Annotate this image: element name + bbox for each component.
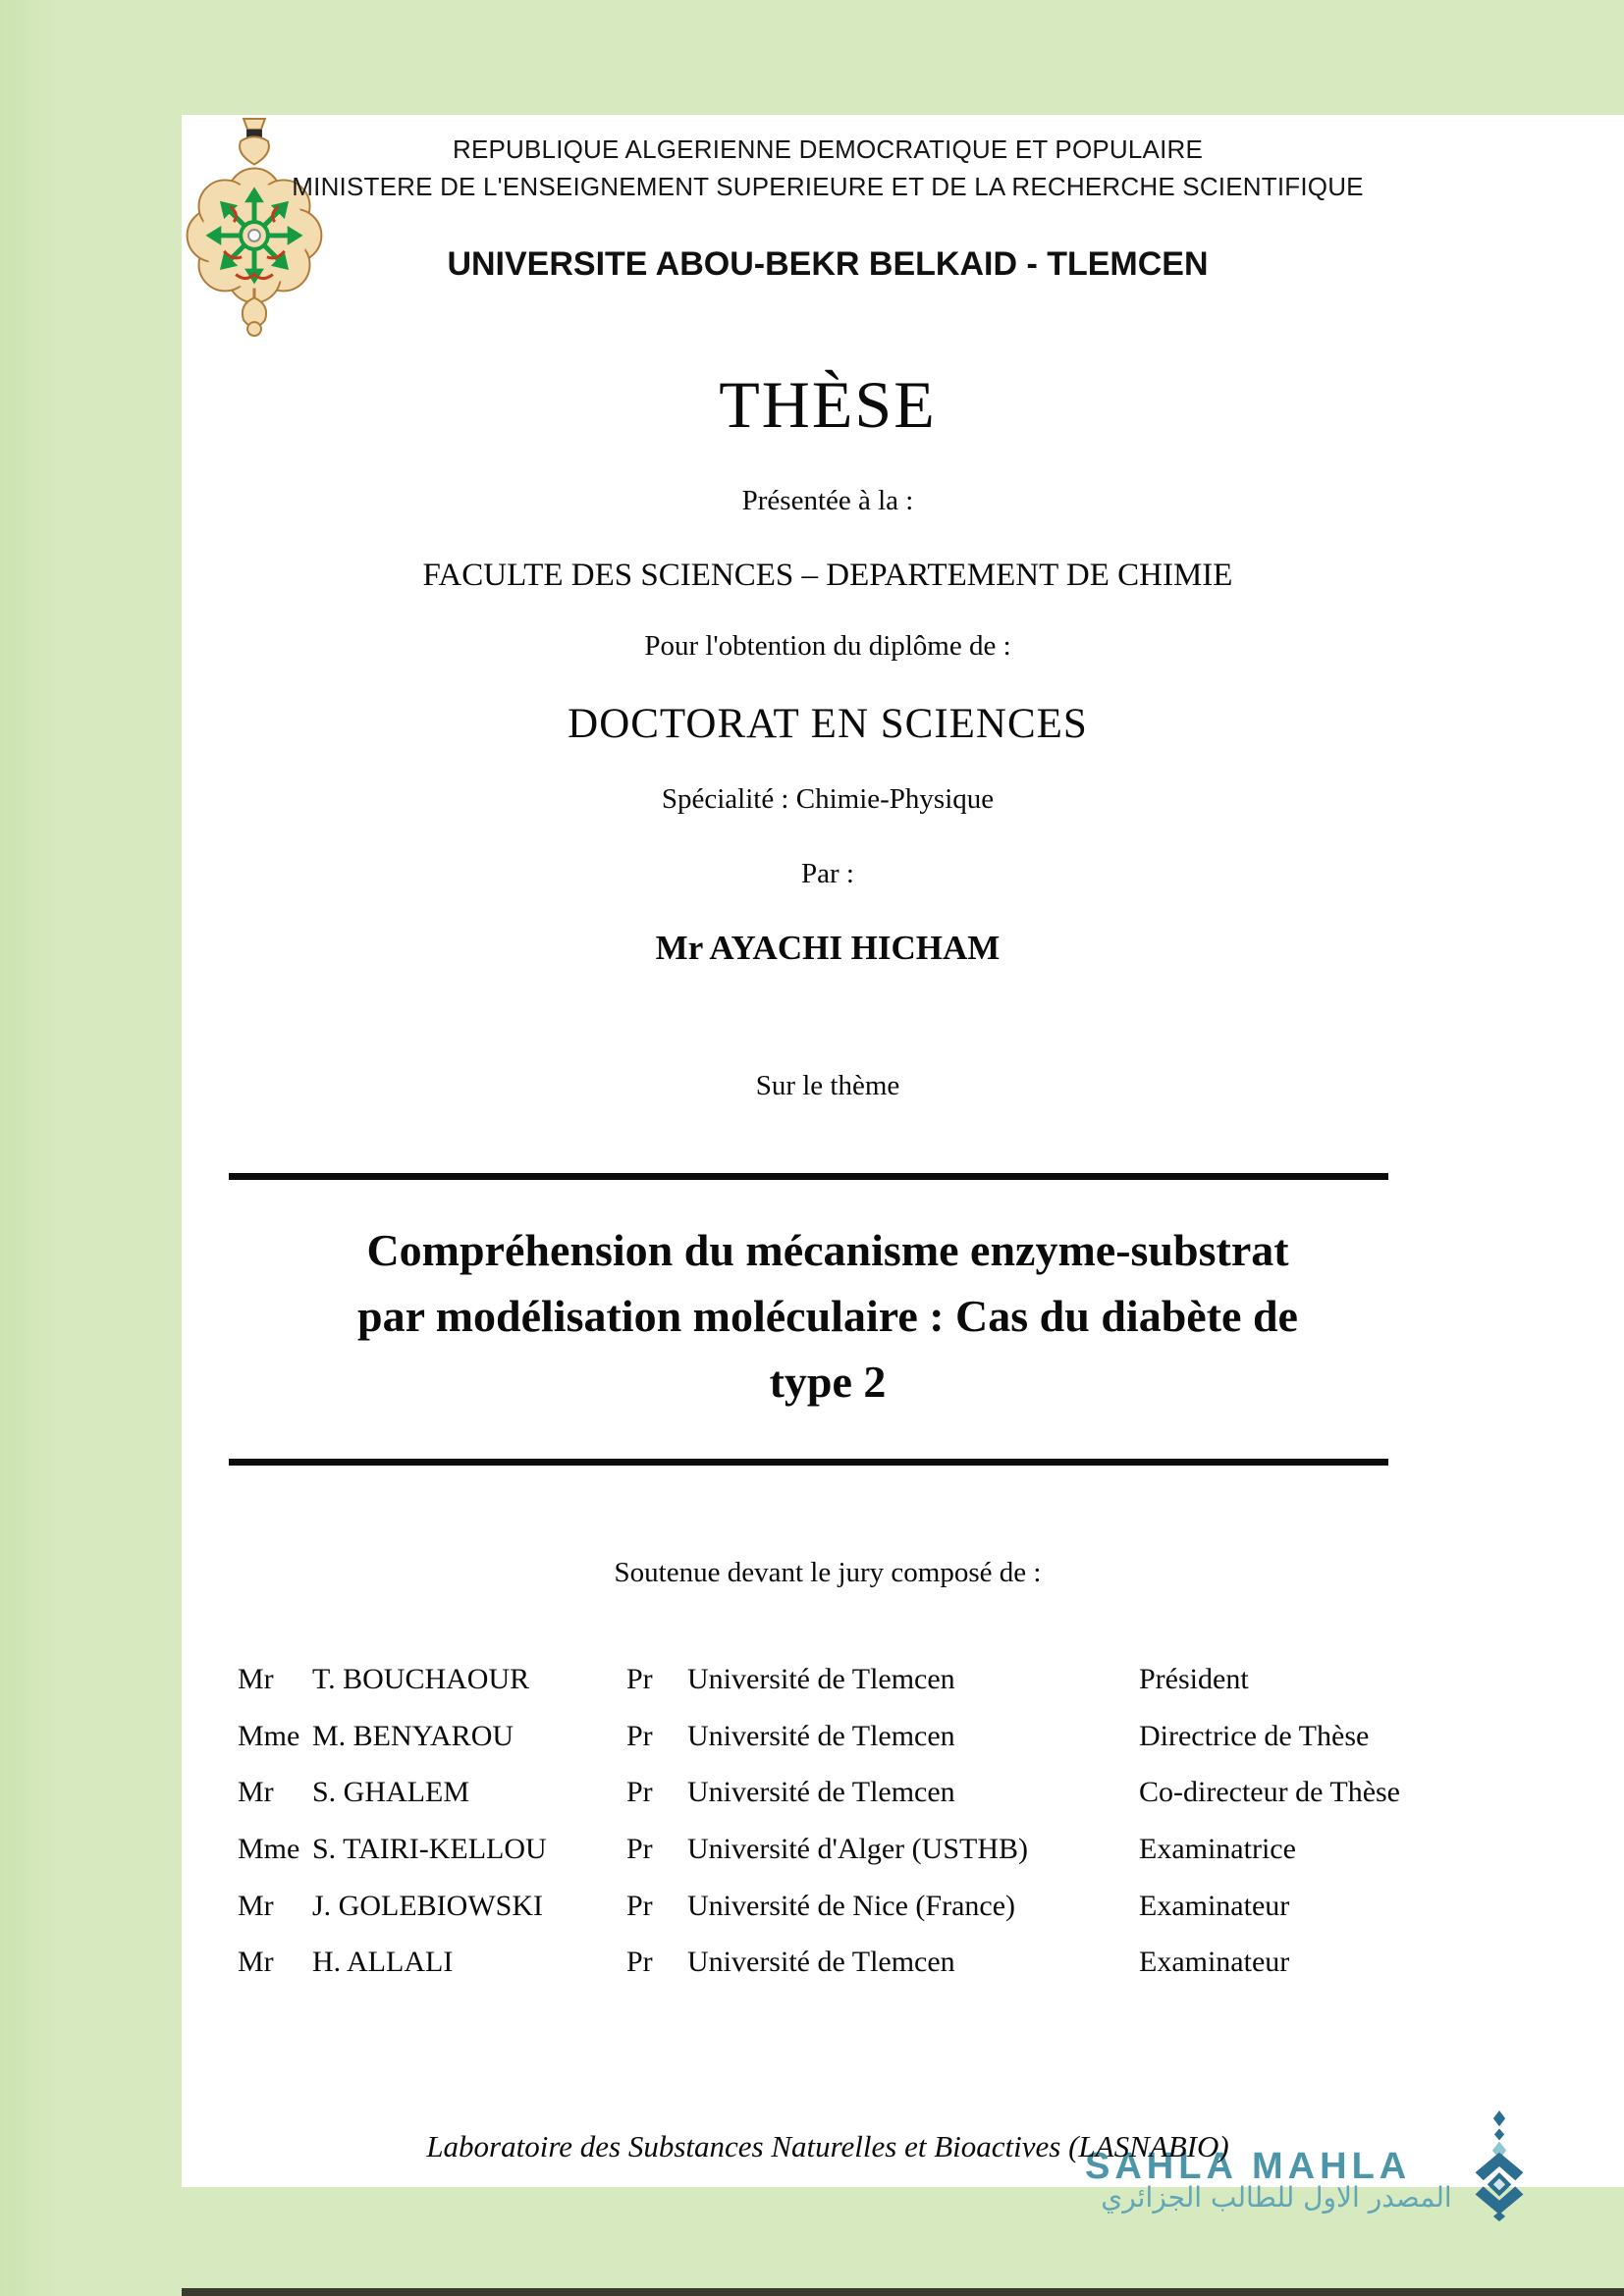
jury-grade: Pr bbox=[626, 1833, 653, 1866]
jury-role: Examinateur bbox=[1139, 1946, 1290, 1979]
header-line-2: MINISTERE DE L'ENSEIGNEMENT SUPERIEURE ET DE LA RECHERCHE SCIENTIFIQUE bbox=[292, 172, 1364, 201]
theme-label: Sur le thème bbox=[755, 1070, 900, 1101]
thesis-title-line-3: type 2 bbox=[769, 1357, 887, 1407]
purpose-label: Pour l'obtention du diplôme de : bbox=[644, 630, 1011, 662]
jury-name: J. GOLEBIOWSKI bbox=[312, 1889, 543, 1922]
title-separator-bottom bbox=[229, 1459, 1388, 1466]
green-border-left bbox=[0, 0, 182, 2296]
jury-role: Co-directeur de Thèse bbox=[1139, 1776, 1401, 1809]
laboratory-line: Laboratoire des Substances Naturelles et Bioactives (LASNABIO) bbox=[426, 2129, 1229, 2163]
jury-affiliation: Université de Tlemcen bbox=[687, 1719, 955, 1752]
jury-affiliation: Université de Tlemcen bbox=[687, 1946, 955, 1979]
watermark-tagline-arabic: المصدر الاول للطالب الجزائري bbox=[1101, 2181, 1452, 2214]
title-separator-top bbox=[229, 1173, 1388, 1180]
university-name: UNIVERSITE ABOU-BEKR BELKAID - TLEMCEN bbox=[447, 245, 1209, 283]
jury-affiliation: Université de Nice (France) bbox=[687, 1889, 1016, 1922]
jury-table bbox=[238, 1661, 1494, 2001]
jury-affiliation: Université de Tlemcen bbox=[687, 1776, 955, 1809]
jury-civility: Mr bbox=[238, 1776, 274, 1809]
faculty-line: FACULTE DES SCIENCES – DEPARTEMENT DE CHIMIE bbox=[422, 558, 1233, 593]
jury-grade: Pr bbox=[626, 1719, 653, 1752]
jury-intro: Soutenue devant le jury composé de : bbox=[614, 1557, 1042, 1588]
doc-type-title: THÈSE bbox=[719, 367, 937, 442]
sahla-mahla-logo-icon bbox=[1465, 2110, 1534, 2222]
jury-role: Président bbox=[1139, 1663, 1249, 1695]
thesis-title-line-1: Compréhension du mécanisme enzyme-substrat bbox=[366, 1225, 1289, 1275]
jury-affiliation: Université d'Alger (USTHB) bbox=[687, 1833, 1029, 1866]
specialty-line: Spécialité : Chimie-Physique bbox=[661, 783, 995, 815]
jury-grade: Pr bbox=[626, 1776, 653, 1809]
jury-role: Examinatrice bbox=[1139, 1833, 1296, 1866]
thesis-title-line-2: par modélisation moléculaire : Cas du diabète de bbox=[357, 1291, 1298, 1341]
jury-name: S. TAIRI-KELLOU bbox=[312, 1833, 547, 1866]
jury-civility: Mme bbox=[238, 1719, 300, 1752]
jury-grade: Pr bbox=[626, 1946, 653, 1979]
jury-grade: Pr bbox=[626, 1663, 653, 1695]
jury-role: Examinateur bbox=[1139, 1889, 1290, 1922]
jury-name: M. BENYAROU bbox=[312, 1719, 514, 1752]
jury-civility: Mme bbox=[238, 1833, 300, 1866]
jury-civility: Mr bbox=[238, 1889, 274, 1922]
jury-role: Directrice de Thèse bbox=[1139, 1719, 1370, 1752]
watermark-brand: SAHLA MAHLA bbox=[1085, 2146, 1412, 2187]
page-bottom-scan-edge bbox=[182, 2288, 1624, 2296]
thesis-title bbox=[189, 1217, 1466, 1415]
jury-civility: Mr bbox=[238, 1663, 274, 1695]
header-line-1: REPUBLIQUE ALGERIENNE DEMOCRATIQUE ET POPULAIRE bbox=[452, 134, 1204, 164]
jury-name: H. ALLALI bbox=[312, 1946, 454, 1979]
degree-title: DOCTORAT EN SCIENCES bbox=[568, 701, 1088, 747]
by-label: Par : bbox=[801, 858, 854, 889]
jury-civility: Mr bbox=[238, 1946, 274, 1979]
author-name: Mr AYACHI HICHAM bbox=[655, 929, 1001, 967]
jury-grade: Pr bbox=[626, 1889, 653, 1922]
jury-affiliation: Université de Tlemcen bbox=[687, 1663, 955, 1695]
jury-name: S. GHALEM bbox=[312, 1776, 470, 1809]
jury-name: T. BOUCHAOUR bbox=[312, 1663, 530, 1695]
presented-at-label: Présentée à la : bbox=[741, 485, 914, 516]
